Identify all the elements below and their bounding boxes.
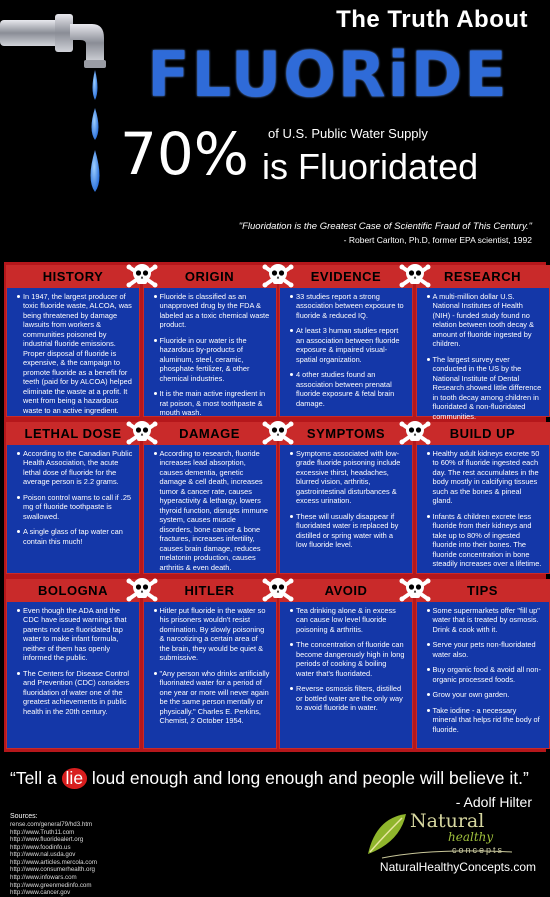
panel-build-up — [416, 422, 550, 574]
panel-bologna — [6, 579, 140, 749]
closing-quote-author: - Adolf Hilter — [455, 794, 532, 810]
list-item: Fluoride in our water is the hazardous by-products of aluminum, steel, ceramic, phosphate fertilizer, & other chemical industries. — [154, 336, 270, 383]
panel-title: SYMPTOMS — [280, 423, 412, 445]
list-item: Poison control warns to call if .25 mg of fluoride toothpaste is swallowed. — [17, 493, 133, 521]
website-link[interactable]: NaturalHealthyConcepts.com — [379, 860, 536, 874]
skull-crossbones-icon — [398, 416, 432, 450]
panel-origin — [143, 265, 277, 417]
skull-crossbones-icon — [261, 259, 295, 293]
panel-list — [280, 288, 412, 408]
panel-list — [417, 602, 549, 734]
list-item: Serve your pets non-fluoridated water also. — [427, 640, 543, 659]
panel-title: LETHAL DOSE — [7, 423, 139, 445]
list-item: Tea drinking alone & in excess can cause low level fluoride poisoning & arthritis. — [290, 606, 406, 634]
panel-list — [144, 288, 276, 418]
source-link[interactable]: http://www.articles.mercola.com — [10, 858, 97, 866]
list-item: These will usually disappear if fluoridated water is replaced by distilled or spring water with a low fluoride level. — [290, 512, 406, 550]
panel-list — [144, 445, 276, 572]
list-item: The Centers for Disease Control and Prevention (CDC) considers fluoridation of water one of the greatest achievements in public health in the 20th century. — [17, 669, 133, 716]
panel-grid — [4, 262, 546, 752]
subtitle-line2: is Fluoridated — [262, 146, 479, 187]
list-item: Infants & children excrete less fluoride from their kidneys and take up to 80% of ingested fluoride into their bones. The fluoride concentration in bone steadily increases over a lifetime. — [427, 512, 543, 569]
panel-damage — [143, 422, 277, 574]
panel-list — [280, 445, 412, 550]
panel-title: BUILD UP — [417, 423, 549, 445]
source-link[interactable]: http://www.foodinfo.us — [10, 843, 71, 851]
intro-quote-author: - Robert Carlton, Ph.D, former EPA scientist, 1992 — [343, 235, 532, 246]
source-link[interactable]: rense.com/general79/hd3.htm — [10, 821, 93, 828]
skull-crossbones-icon — [398, 573, 432, 607]
panel-title: EVIDENCE — [280, 266, 412, 288]
list-item: According to research, fluoride increases lead absorption, causes dementia, genetic damage & cell death, increases tumor & cancer rate, causes hyperactivity & lethargy, lowers thyroid function, disrupts immune system, causes muscle disorders, bone cancer & bone fractures, increases infertility, causes brain damage, reduces melatonin production, causes arthritis & even death. — [154, 449, 270, 572]
list-item: Grow your own garden. — [427, 690, 543, 699]
panel-hitler — [143, 579, 277, 749]
list-item: Some supermarkets offer "fill up" water that is treated by osmosis. Drink & cook with it. — [427, 606, 543, 634]
panel-lethal-dose — [6, 422, 140, 574]
panel-title: TIPS — [417, 580, 549, 602]
panel-avoid — [279, 579, 413, 749]
closing-quote-before: “Tell a — [10, 768, 62, 788]
list-item: At least 3 human studies report an association between fluoride exposure & impaired visual-spatial organization. — [290, 326, 406, 364]
closing-quote-highlight: lie — [62, 768, 88, 789]
skull-crossbones-icon — [125, 416, 159, 450]
list-item: The concentration of fluoride can become dangerously high in long periods of cooking & boiling water that's fluoridated. — [290, 640, 406, 678]
intro-quote-text: "Fluoridation is the Greatest Case of Scientific Fraud of This Century." — [238, 221, 532, 232]
panel-title: AVOID — [280, 580, 412, 602]
list-item: A single glass of tap water can contain this much! — [17, 527, 133, 546]
list-item: "Any person who drinks artificially fluorinated water for a period of one year or more will never again be the same person mentally or physically." Charles E. Perkins, Chemist, 2 October 1954. — [154, 669, 270, 726]
source-link[interactable]: http://www.nal.usda.gov — [10, 851, 76, 859]
skull-crossbones-icon — [261, 416, 295, 450]
panel-list — [144, 602, 276, 726]
panel-list — [417, 445, 549, 569]
list-item: According to the Canadian Public Health Association, the acute lethal dose of fluoride for the average person is 2.2 grams. — [17, 449, 133, 487]
list-item: Symptoms associated with low-grade fluoride poisoning include excessive thirst, headaches, blurred vision, arthritis, gastrointestinal disturbances & excess urination. — [290, 449, 406, 506]
skull-crossbones-icon — [261, 573, 295, 607]
list-item: Hitler put fluoride in the water so his prisoners wouldn't resist domination. By slowly poisoning & narcotizing a certain area of the brain, they would be quiet & submissive. — [154, 606, 270, 663]
logo-word-natural: Natural — [410, 810, 485, 832]
source-link[interactable]: http://www.consumerhealth.org — [10, 866, 95, 874]
panel-list — [417, 288, 549, 421]
skull-crossbones-icon — [125, 573, 159, 607]
panel-title: RESEARCH — [417, 266, 549, 288]
source-link[interactable]: http://www.infowars.com — [10, 873, 77, 881]
skull-crossbones-icon — [125, 259, 159, 293]
list-item: Even though the ADA and the CDC have issued warnings that parents not use fluoridated tap water to make infant formula, neither of them has openly informed the public. — [17, 606, 133, 663]
list-item: A multi-million dollar U.S. National Institutes of Health (NIH) - funded study found no relation between tooth decay & amount of fluoride ingested by children. — [427, 292, 543, 349]
faucet-icon — [0, 0, 130, 230]
panel-list — [280, 602, 412, 713]
panel-symptoms — [279, 422, 413, 574]
source-link[interactable]: http://www.greenmedinfo.com — [10, 881, 92, 889]
list-item: Buy organic food & avoid all non-organic processed foods. — [427, 665, 543, 684]
sources-list — [10, 821, 97, 897]
panel-title: HISTORY — [7, 266, 139, 288]
closing-quote — [10, 768, 529, 789]
list-item: Reverse osmosis filters, distilled or bottled water are the only way to avoid fluoride in water. — [290, 684, 406, 712]
skull-crossbones-icon — [398, 259, 432, 293]
list-item: Take iodine - a necessary mineral that helps rid the body of fluoride. — [427, 706, 543, 734]
list-item: 4 other studies found an association between prenatal fluoride exposure & fetal brain damage. — [290, 370, 406, 408]
list-item: Fluoride is classified as an unapproved drug by the FDA & labeled as a toxic chemical waste product. — [154, 292, 270, 330]
percent-figure: 70% — [120, 120, 249, 188]
source-link[interactable]: http://www.fluoridealert.org — [10, 836, 84, 844]
subtitle-line1: of U.S. Public Water Supply — [268, 126, 428, 141]
title-main: FLUORiDE — [147, 38, 509, 111]
panel-history — [6, 265, 140, 417]
panel-research — [416, 265, 550, 421]
logo-word-concepts: concepts — [452, 845, 505, 855]
logo-word-healthy: healthy — [448, 830, 494, 844]
closing-quote-after: loud enough and long enough and people will believe it.” — [87, 768, 529, 788]
list-item: 33 studies report a strong association between exposure to fluoride & reduced IQ. — [290, 292, 406, 320]
list-item: In 1947, the largest producer of toxic fluoride waste, ALCOA, was being threatened by damage lawsuits from workers & communities poisoned by industrial fluoride emissions. Proper disposal of fluoride is expensive, & the campaign to promote fluoride as a benefit for teeth (paid for by ALCOA) helped eliminate the waste at a profit. It went from being a hazardous waste to an active ingredient. — [17, 292, 133, 415]
source-link[interactable]: http://www.Truth11.com — [10, 828, 75, 836]
panel-title: DAMAGE — [144, 423, 276, 445]
panel-tips — [416, 579, 550, 749]
panel-list — [7, 445, 139, 546]
panel-list — [7, 288, 139, 415]
source-link[interactable]: http://www.cancer.gov — [10, 889, 71, 897]
panel-title: BOLOGNA — [7, 580, 139, 602]
panel-evidence — [279, 265, 413, 417]
panel-list — [7, 602, 139, 716]
sources-title: Sources: — [10, 813, 38, 820]
panel-title: ORIGIN — [144, 266, 276, 288]
intro-quote — [222, 220, 532, 247]
panel-title: HITLER — [144, 580, 276, 602]
list-item: It is the main active ingredient in rat poison, & most toothpaste & mouth wash. — [154, 389, 270, 417]
list-item: The largest survey ever conducted in the US by the National Institute of Dental Research showed little difference in tooth decay among children in fluoridated & non-fluoridated communities. — [427, 355, 543, 421]
list-item: Healthy adult kidneys excrete 50 to 60% of fluoride ingested each day. The rest accumulates in the body mostly in calcifying tissues such as the bones & pineal gland. — [427, 449, 543, 506]
title-top: The Truth About — [336, 6, 528, 33]
